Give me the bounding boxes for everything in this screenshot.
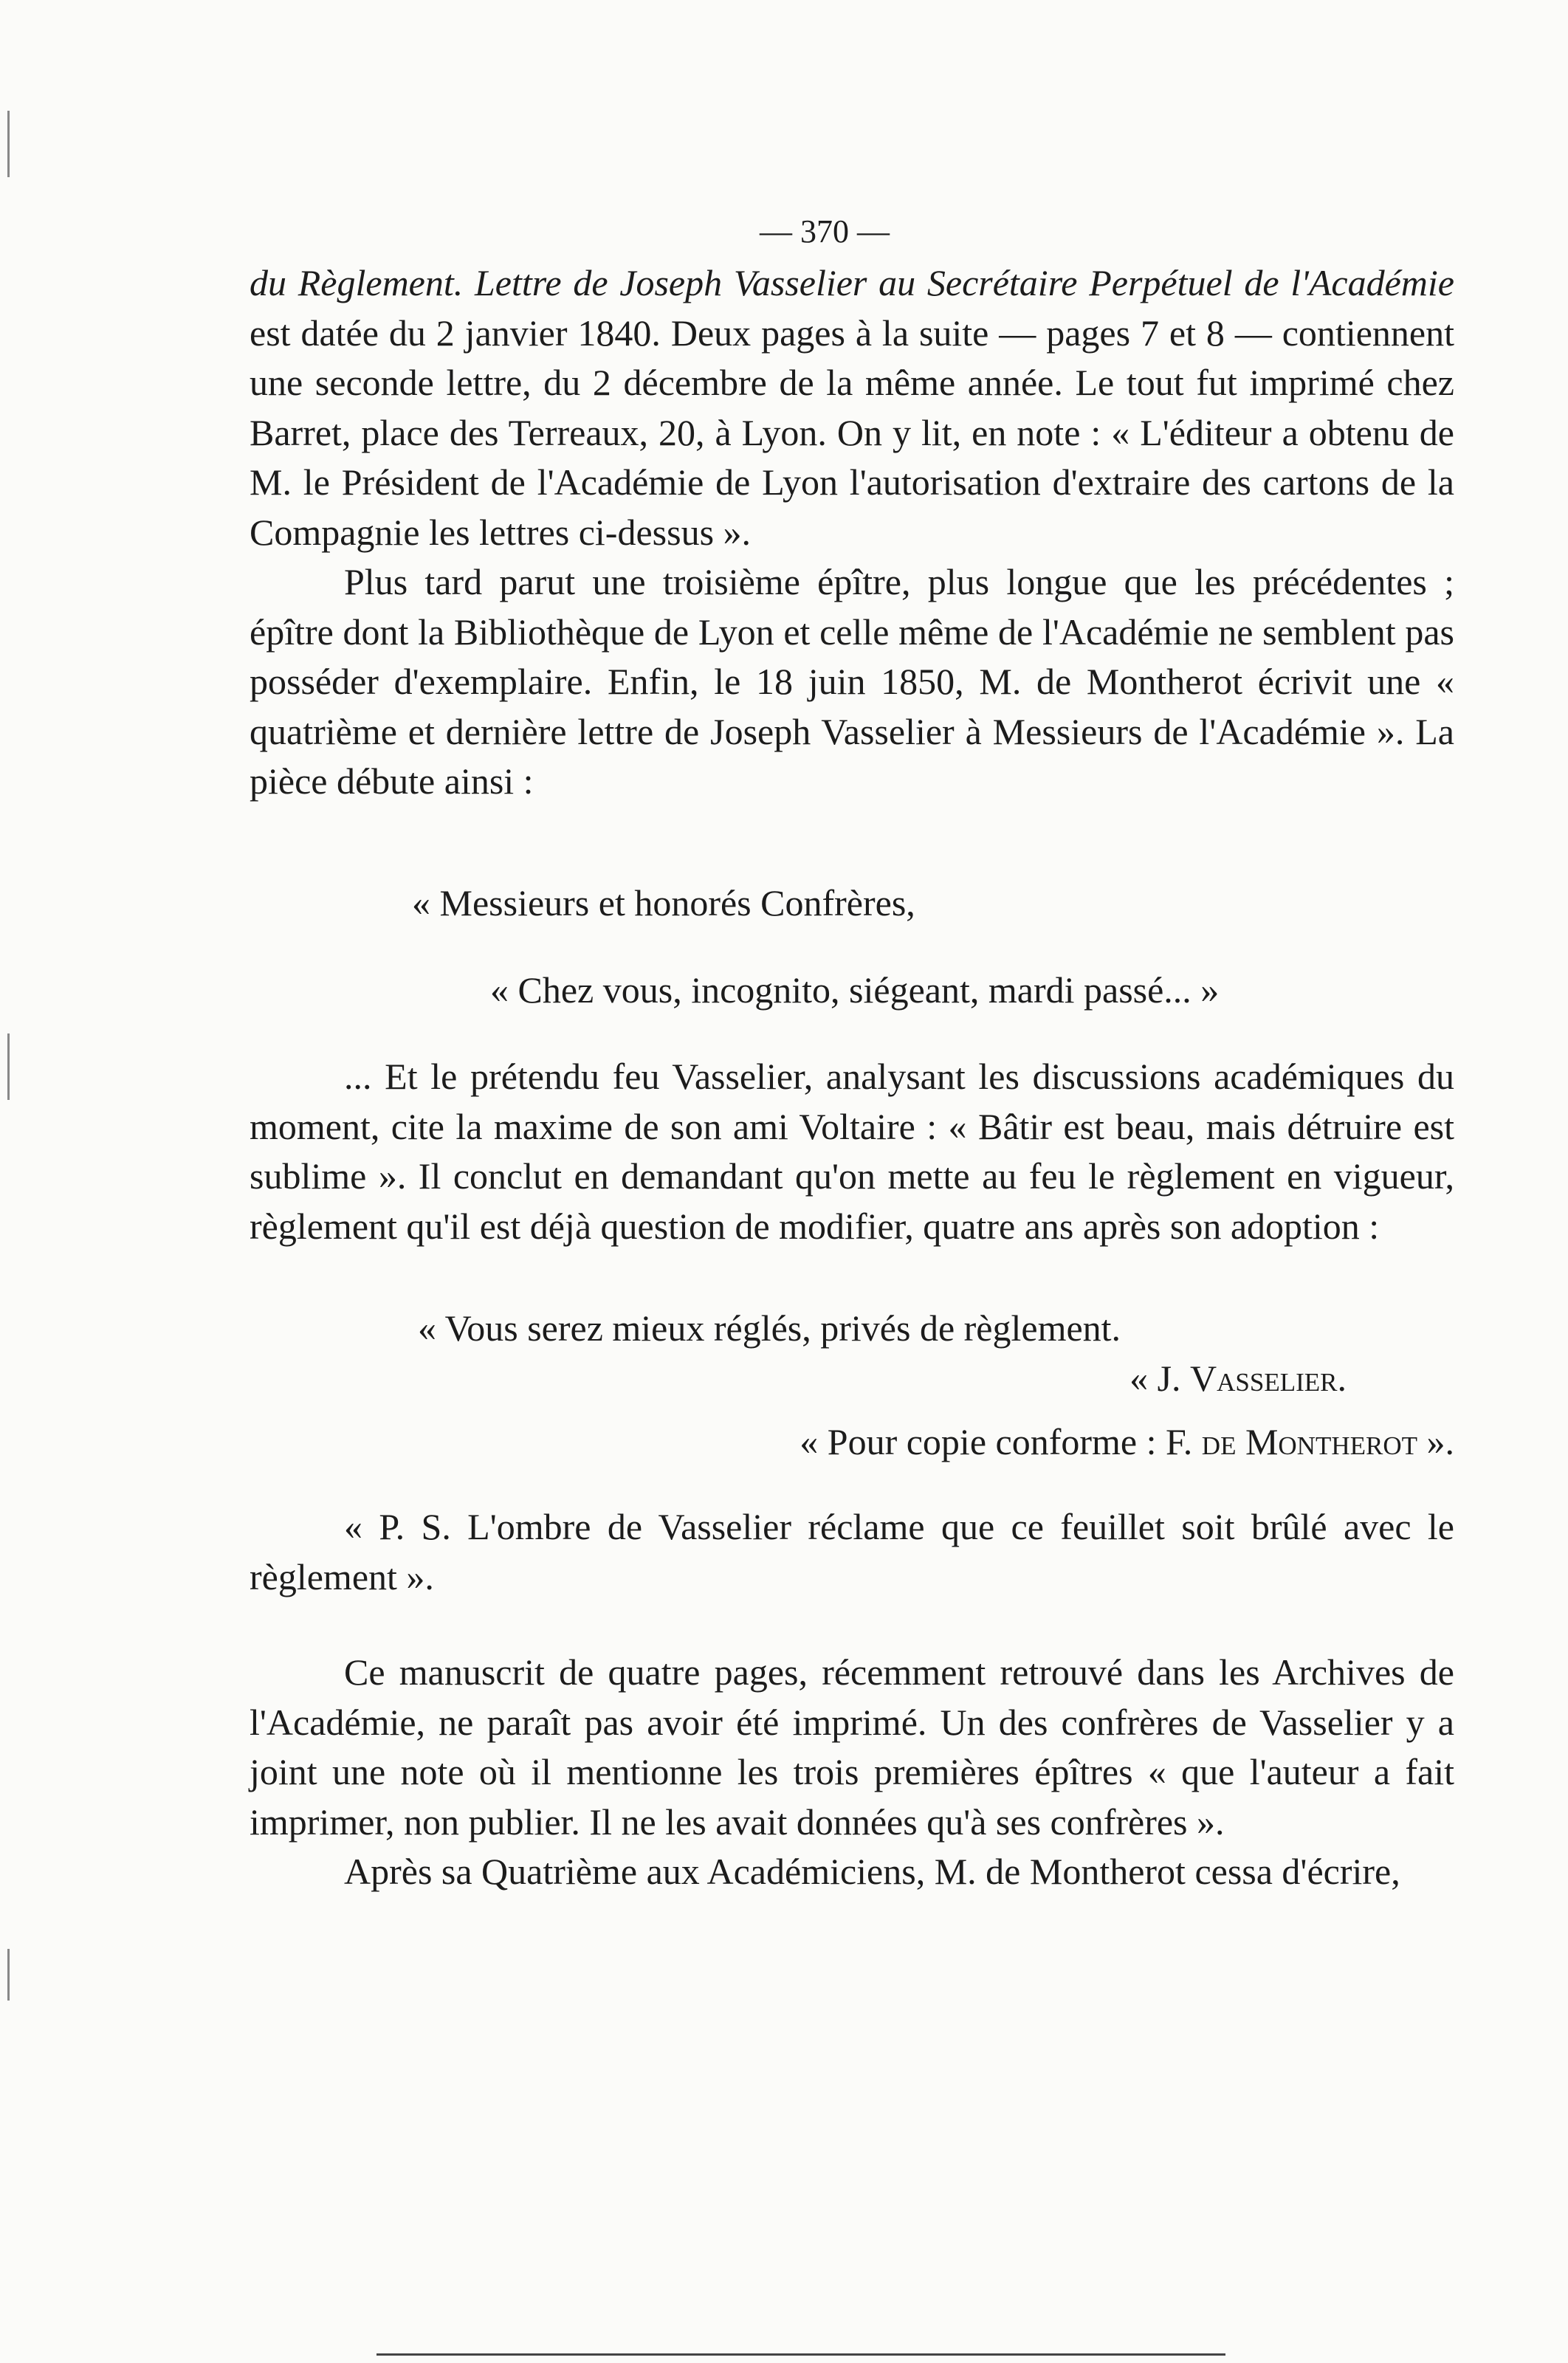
bottom-rule — [376, 2353, 1225, 2356]
page-number: — 370 — — [760, 213, 890, 250]
margin-mark — [7, 1033, 10, 1100]
copy-name: de Montherot — [1201, 1421, 1417, 1462]
signature-prefix: « J. — [1129, 1358, 1191, 1399]
postscript: « P. S. L'ombre de Vasselier réclame que ce feuillet soit brûlé avec le règlement ». — [250, 1506, 1454, 1597]
margin-mark — [7, 111, 10, 177]
quote-opening-line: « Chez vous, incognito, siégeant, mardi passé... » — [490, 969, 1220, 1011]
italic-title: du Règlement. Lettre de Joseph Vasselier au Secrétaire Perpétuel de l'Académie — [250, 262, 1454, 303]
copy-suffix: ». — [1417, 1421, 1454, 1462]
quote-verse: « Vous serez mieux réglés, privés de règlement. — [418, 1307, 1121, 1349]
paragraph-5: Après sa Quatrième aux Académiciens, M. de Montherot cessa d'écrire, — [344, 1851, 1400, 1892]
copy-attestation — [800, 1417, 1454, 1468]
quote-salutation: « Messieurs et honorés Confrères, — [412, 882, 915, 923]
body-text-upper — [250, 258, 1454, 807]
paragraph-4: Ce manuscrit de quatre pages, récemment retrouvé dans les Archives de l'Académie, ne paraît pas avoir été imprimé. Un des confrères de Vasselier y a joint une note où il mentionne les trois premières épîtres « que l'auteur a fait imprimer, non publier. Il ne les avait données qu'à ses confrères ». — [250, 1651, 1454, 1843]
copy-prefix: « Pour copie conforme : F. — [800, 1421, 1202, 1462]
paragraph-1-text: est datée du 2 janvier 1840. Deux pages à la suite — pages 7 et 8 — contiennent une seconde lettre, du 2 décembre de la même année. Le tout fut imprimé chez Barret, place des Terreaux, 20, à Lyon. On y lit, en note : « L'éditeur a obtenu de M. le Président de l'Académie de Lyon l'autorisation d'extraire des cartons de la Compagnie les lettres ci-dessus ». — [250, 312, 1454, 553]
margin-mark — [7, 1949, 10, 2001]
signature — [1129, 1354, 1347, 1404]
postscript-block — [250, 1502, 1454, 1602]
signature-name: Vasselier. — [1190, 1358, 1347, 1399]
body-text-middle — [250, 1052, 1454, 1251]
paragraph-1 — [250, 258, 1454, 557]
paragraph-2: Plus tard parut une troisième épître, plus longue que les précédentes ; épître dont la Bibliothèque de Lyon et celle même de l'Académie ne semblent pas posséder d'exemplaire. Enfin, le 18 juin 1850, M. de Montherot écrivit une « quatrième et dernière lettre de Joseph Vasselier à Messieurs de l'Académie ». La pièce débute ainsi : — [250, 561, 1454, 802]
body-text-lower — [250, 1648, 1454, 1897]
paragraph-3: ... Et le prétendu feu Vasselier, analysant les discussions académiques du moment, cite la maxime de son ami Voltaire : « Bâtir est beau, mais détruire est sublime ». Il conclut en demandant qu'on mette au feu le règlement en vigueur, règlement qu'il est déjà question de modifier, quatre ans après son adoption : — [250, 1056, 1454, 1247]
